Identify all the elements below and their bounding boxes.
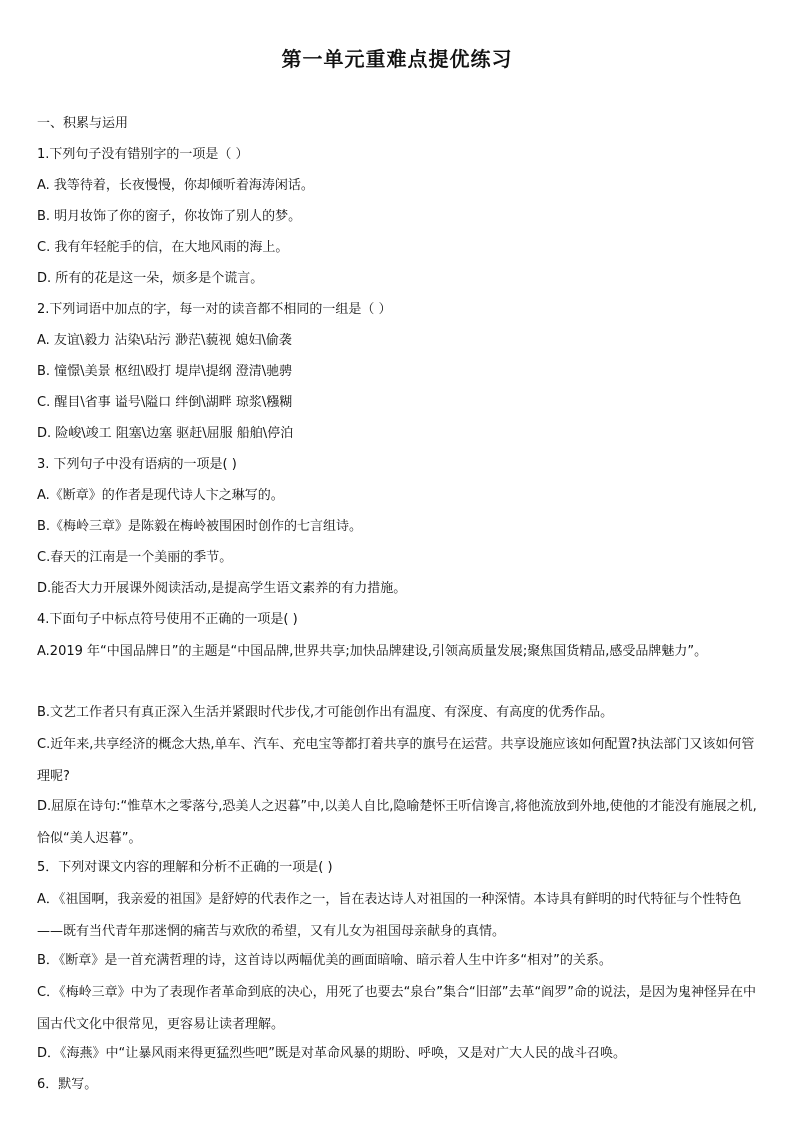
- question-3-option-b: B.《梅岭三章》是陈毅在梅岭被围困时创作的七言组诗。: [37, 519, 363, 534]
- question-4-option-d: D.屈原在诗句:“惟草木之零落兮,恐美人之迟暮”中,以美人自比,隐喻楚怀王听信谗言,将他流放到外地,使他的才能没有施展之机,恰似“美人迟暮”。: [37, 799, 757, 846]
- question-2-option-b: B. 憧憬\美景 枢纽\殴打 堤岸\提纲 澄清\驰骋: [37, 364, 293, 379]
- question-5-stem: 5．下列对课文内容的理解和分析不正确的一项是( ): [37, 860, 333, 875]
- question-3-option-c: C.春天的江南是一个美丽的季节。: [37, 550, 233, 565]
- question-4-option-b: B.文艺工作者只有真正深入生活并紧跟时代步伐,才可能创作出有温度、有深度、有高度的优秀作品。: [37, 705, 614, 720]
- question-2-option-c: C. 醒目\省事 谥号\隘口 绊倒\湖畔 琼浆\糨糊: [37, 395, 293, 410]
- page-title: 第一单元重难点提优练习: [281, 47, 513, 71]
- section-heading: 一、积累与运用: [37, 116, 129, 131]
- question-4-option-c: C.近年来,共享经济的概念大热,单车、汽车、充电宝等都打着共享的旗号在运营。共享设施应该如何配置?执法部门又该如何管理呢?: [37, 737, 755, 784]
- question-5-option-d: D．《海燕》中“让暴风雨来得更猛烈些吧”既是对革命风暴的期盼、呼唤，又是对广大人民的战斗召唤。: [37, 1046, 626, 1061]
- question-1-option-c: C. 我有年轻舵手的信，在大地风雨的海上。: [37, 240, 289, 255]
- question-3-option-d: D.能否大力开展课外阅读活动,是提高学生语文素养的有力措施。: [37, 581, 407, 596]
- question-4-stem: 4.下面句子中标点符号使用不正确的一项是( ): [37, 612, 298, 627]
- question-3-option-a: A.《断章》的作者是现代诗人卞之琳写的。: [37, 488, 284, 503]
- question-1-option-b: B. 明月妆饰了你的窗子，你妆饰了别人的梦。: [37, 209, 302, 224]
- question-4-option-a: A.2019 年“中国品牌日”的主题是“中国品牌,世界共享;加快品牌建设,引领高质量发展;聚焦国货精品,感受品牌魅力”。: [37, 644, 708, 659]
- question-5-option-c: C．《梅岭三章》中为了表现作者革命到底的决心，用死了也要去“泉台”集合“旧部”去革“阎罗”命的说法，是因为鬼神怪异在中国古代文化中很常见，更容易让读者理解。: [37, 985, 756, 1032]
- question-2-option-a: A. 友谊\毅力 沾染\玷污 渺茫\藐视 媳妇\偷袭: [37, 333, 292, 348]
- question-5-option-a: A．《祖国啊，我亲爱的祖国》是舒婷的代表作之一，旨在表达诗人对祖国的一种深情。本诗具有鲜明的时代特征与个性特色——既有当代青年那迷惘的痛苦与欢欣的希望，又有儿女为祖国母亲献身的真情。: [37, 892, 742, 939]
- question-6-stem: 6．默写。: [37, 1077, 98, 1092]
- question-2-stem: 2.下列词语中加点的字，每一对的读音都不相同的一组是（ ）: [37, 302, 392, 317]
- question-3-stem: 3. 下列句子中没有语病的一项是( ): [37, 457, 237, 472]
- question-1-option-a: A. 我等待着，长夜慢慢，你却倾听着海涛闲话。: [37, 178, 314, 193]
- question-5-option-b: B．《断章》是一首充满哲理的诗，这首诗以两幅优美的画面暗喻、暗示着人生中许多“相对”的关系。: [37, 953, 612, 968]
- question-2-option-d: D. 险峻\竣工 阻塞\边塞 驱赶\屈服 船舶\停泊: [37, 426, 294, 441]
- question-1-option-d: D. 所有的花是这一朵，烦多是个谎言。: [37, 271, 264, 286]
- question-1-stem: 1.下列句子没有错别字的一项是（ ）: [37, 147, 249, 162]
